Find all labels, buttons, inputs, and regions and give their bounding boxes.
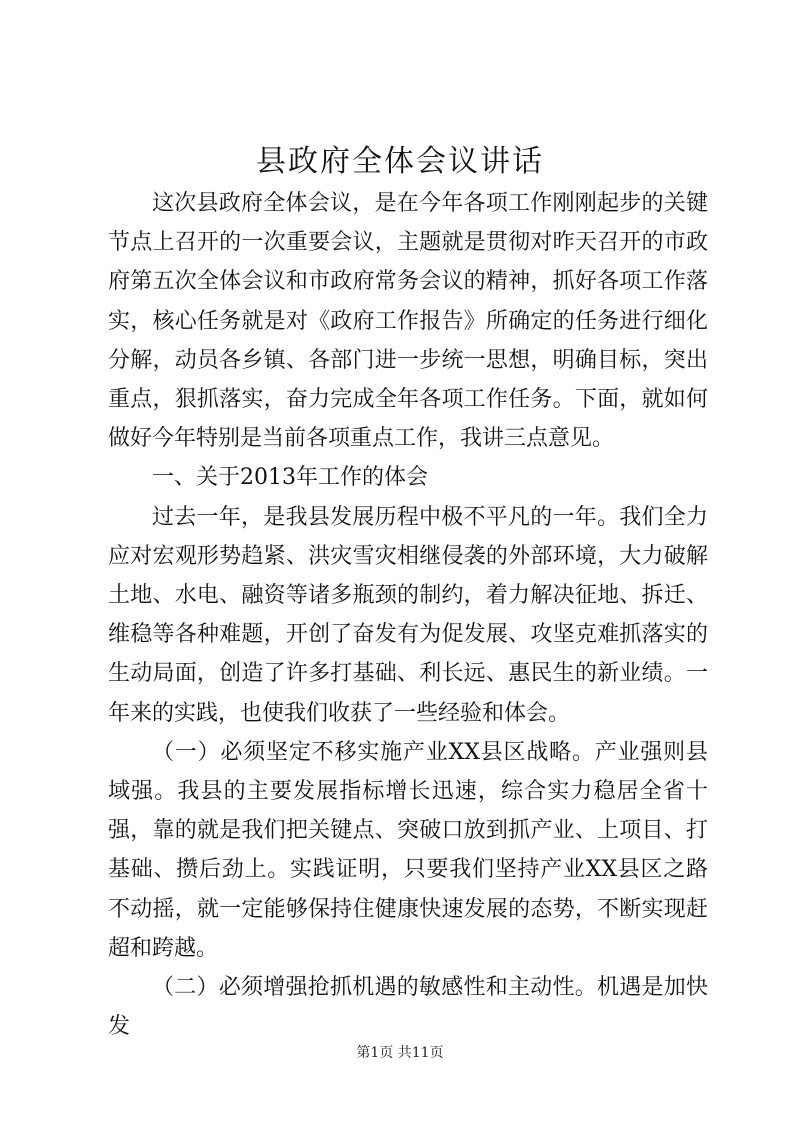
paragraph-point-2: （二）必须增强抢抓机遇的敏感性和主动性。机遇是加快发 [108,975,708,1040]
paragraph-review: 过去一年，是我县发展历程中极不平凡的一年。我们全力应对宏观形势趋紧、洪灾雪灾相继侵袭的外部环境，大力破解土地、水电、融资等诸多瓶颈的制约，着力解决征地、拆迁、维稳等各种难题，开创了奋发有为促发展、攻坚克难抓落实的生动局面，创造了许多打基础、利长远、惠民生的新业绩。一年来的实践，也使我们收获了一些经验和体会。 [108,504,708,726]
paragraph-intro: 这次县政府全体会议，是在今年各项工作刚刚起步的关键节点上召开的一次重要会议，主题就是贯彻对昨天召开的市政府第五次全体会议和市政府常务会议的精神，抓好各项工作落实，核心任务就是对《政府工作报告》所确定的任务进行细化分解，动员各乡镇、各部门进一步统一思想，明确目标，突出重点，狠抓落实，奋力完成全年各项工作任务。下面，就如何做好今年特别是当前各项重点工作，我讲三点意见。 [108,191,708,452]
document-body [108,184,708,1046]
page-footer: 第1页 共11页 [356,1045,444,1061]
section-heading-1: 一、关于2013年工作的体会 [152,465,428,491]
document-title: 县政府全体会议讲话 [256,144,544,179]
paragraph-point-1: （一）必须坚定不移实施产业XX县区战略。产业强则县域强。我县的主要发展指标增长迅速，综合实力稳居全省十强，靠的就是我们把关键点、突破口放到抓产业、上项目、打基础、攒后劲上。实践证明，只要我们坚持产业XX县区之路不动摇，就一定能够保持住健康快速发展的态势，不断实现赶超和跨越。 [108,739,708,961]
